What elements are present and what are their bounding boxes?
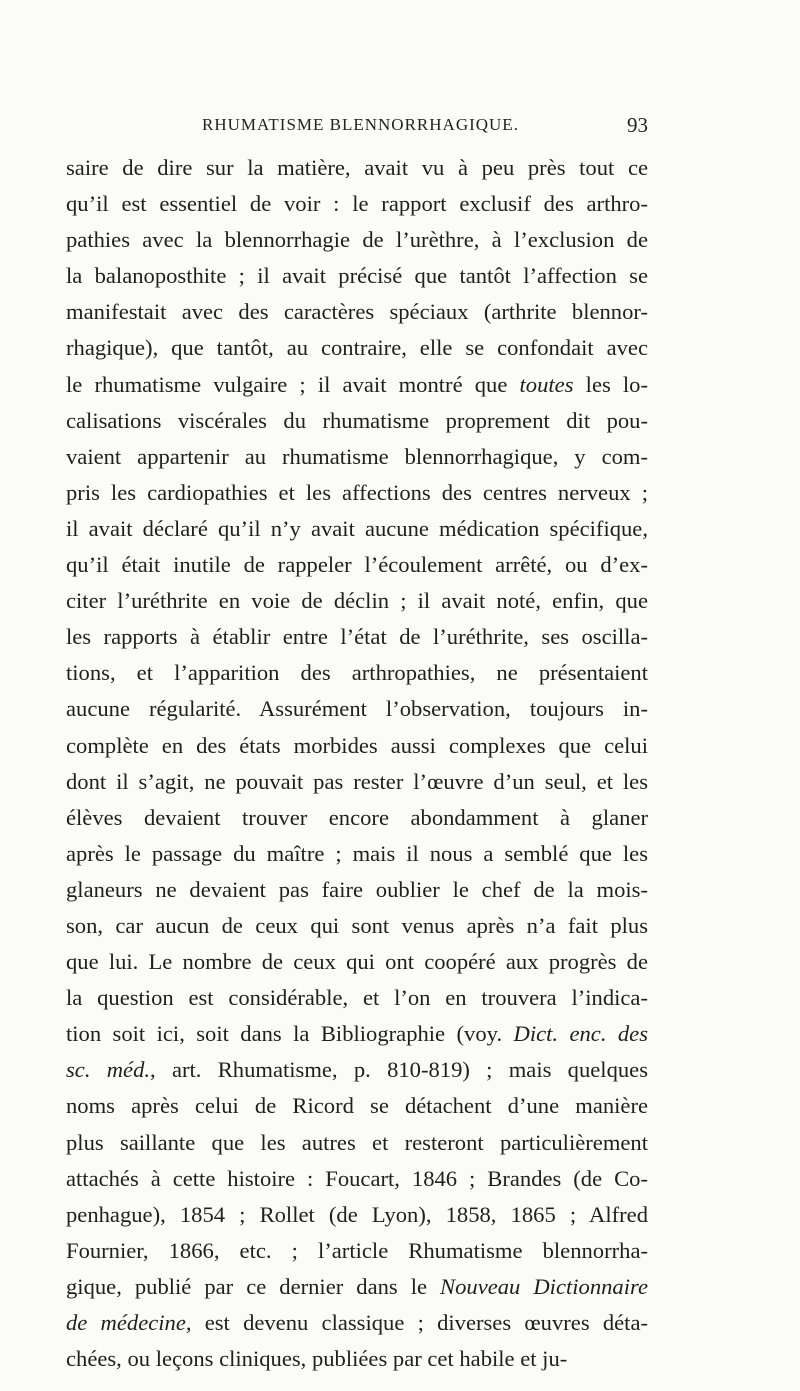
italic-text: Nouveau Dictionnaire	[440, 1273, 648, 1299]
text-line: qu’il était inutile de rappeler l’écoulement arrêté, ou d’ex-	[66, 552, 648, 578]
text-line	[66, 1269, 648, 1305]
text-line	[66, 1016, 648, 1052]
text-line: pris les cardiopathies et les affections des centres nerveux ;	[66, 479, 648, 505]
text-line: élèves devaient trouver encore abondamment à glaner	[66, 804, 648, 830]
italic-text: de médecine	[66, 1310, 186, 1335]
italic-text: toutes	[519, 371, 574, 397]
text-line: noms après celui de Ricord se détachent d’une manière	[66, 1093, 648, 1119]
text-line: que lui. Le nombre de ceux qui ont coopéré aux progrès de	[66, 949, 648, 975]
running-title: RHUMATISME BLENNORRHAGIQUE.	[202, 115, 519, 134]
text-segment: tion soit ici, soit dans la Bibliographie (voy.	[66, 1021, 514, 1047]
text-line: pathies avec la blennorrhagie de l’urèthre, à l’exclusion de	[66, 227, 648, 253]
body-text	[66, 150, 648, 1377]
text-segment: les lo-	[573, 371, 649, 397]
text-line: saire de dire sur la matière, avait vu à peu près tout ce	[66, 155, 648, 180]
text-line: chées, ou leçons cliniques, publiées par cet habile et ju-	[66, 1346, 568, 1372]
text-line: après le passage du maître ; mais il nous a semblé que les	[66, 840, 648, 866]
text-line: citer l’uréthrite en voie de déclin ; il avait noté, enfin, que	[66, 588, 648, 614]
text-line: dont il s’agit, ne pouvait pas rester l’œuvre d’un seul, et les	[66, 768, 648, 794]
text-segment: le rhumatisme vulgaire ; il avait montré que	[66, 371, 520, 397]
text-segment: , art. Rhumatisme, p. 810-819) ; mais quelques	[150, 1057, 648, 1083]
text-line: glaneurs ne devaient pas faire oublier le chef de la mois-	[66, 876, 648, 902]
text-line: complète en des états morbides aussi complexes que celui	[66, 732, 648, 758]
italic-text: Dict. enc. des	[513, 1021, 649, 1047]
text-line: il avait déclaré qu’il n’y avait aucune médication spécifique,	[66, 515, 648, 541]
text-line: qu’il est essentiel de voir : le rapport exclusif des arthro-	[66, 191, 648, 217]
text-line: attachés à cette histoire : Foucart, 1846 ; Brandes (de Co-	[66, 1165, 648, 1191]
text-segment: , est devenu classique ; diverses œuvres déta-	[185, 1310, 648, 1335]
text-line: Fournier, 1866, etc. ; l’article Rhumatisme blennorrha-	[66, 1237, 648, 1263]
page-header	[66, 115, 648, 139]
page-number: 93	[627, 113, 648, 137]
text-line: penhague), 1854 ; Rollet (de Lyon), 1858, 1865 ; Alfred	[66, 1201, 648, 1227]
text-line	[66, 1052, 648, 1088]
text-line: tions, et l’apparition des arthropathies, ne présentaient	[66, 660, 648, 686]
text-segment: gique, publié par ce dernier dans le	[66, 1273, 441, 1299]
italic-text: sc. méd.	[66, 1057, 151, 1083]
text-line: les rapports à établir entre l’état de l’uréthrite, ses oscilla-	[66, 624, 648, 650]
text-line: aucune régularité. Assurément l’observation, toujours in-	[66, 696, 648, 722]
text-line: la question est considérable, et l’on en trouvera l’indica-	[66, 985, 648, 1011]
text-line: manifestait avec des caractères spéciaux (arthrite blennor-	[66, 299, 648, 325]
text-line: vaient appartenir au rhumatisme blennorrhagique, y com-	[66, 443, 648, 469]
text-line	[66, 1305, 648, 1341]
text-line: son, car aucun de ceux qui sont venus après n’a fait plus	[66, 912, 648, 938]
text-line: la balanoposthite ; il avait précisé que tantôt l’affection se	[66, 263, 648, 289]
text-line: calisations viscérales du rhumatisme proprement dit pou-	[66, 407, 648, 433]
text-line	[66, 367, 648, 403]
text-line: plus saillante que les autres et resteront particulièrement	[66, 1129, 648, 1155]
text-line: rhagique), que tantôt, au contraire, elle se confondait avec	[66, 335, 648, 361]
